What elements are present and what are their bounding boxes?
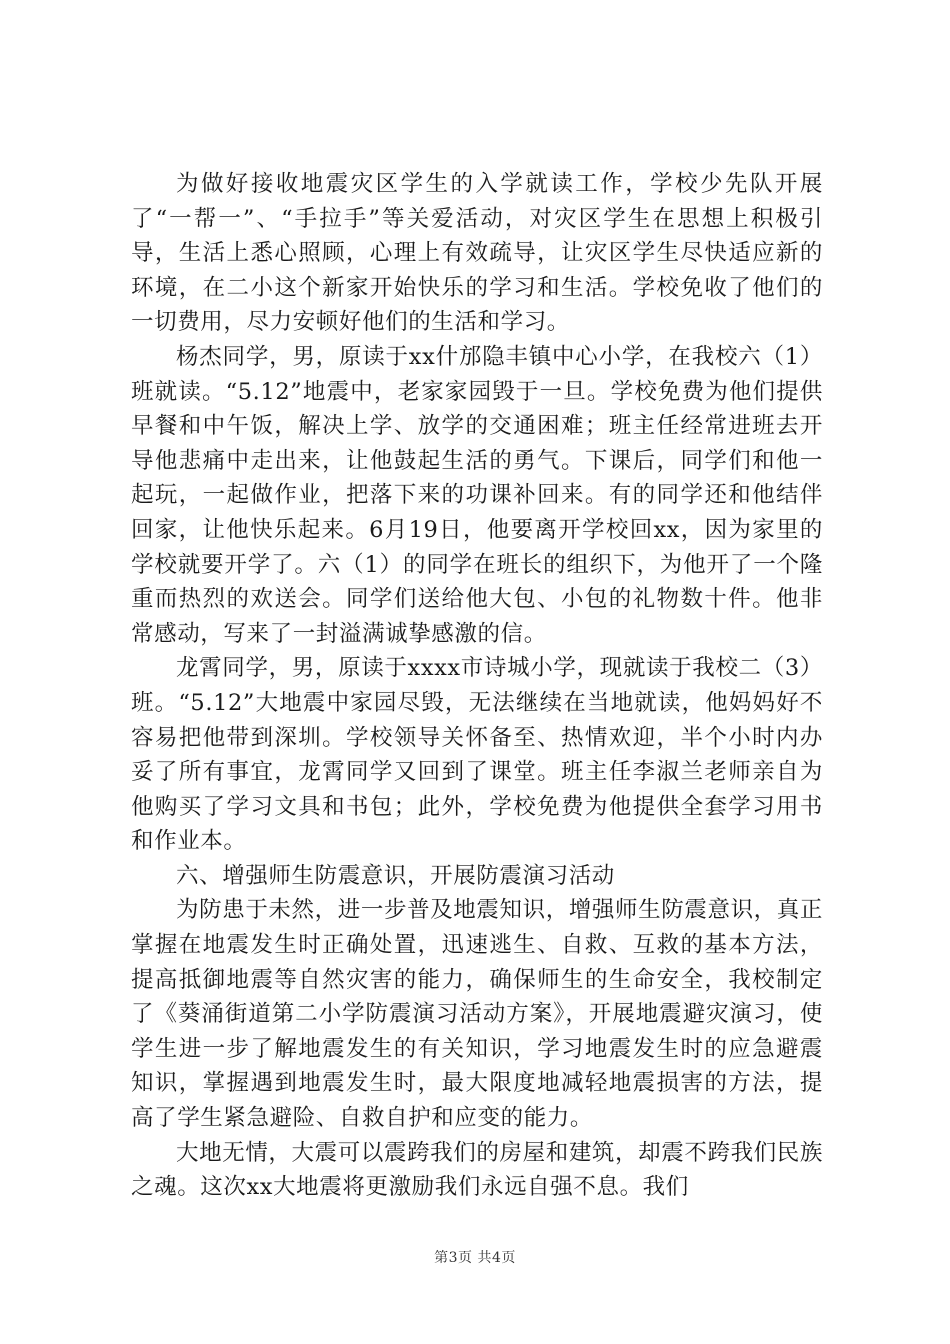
paragraph-relief-activities: 为做好接收地震灾区学生的入学就读工作，学校少先队开展了“一帮一”、“手拉手”等关爱活动，对灾区学生在思想上积极引导，生活上悉心照顾，心理上有效疏导，让灾区学生尽快适应新的环境，在二小这个新家开始快乐的学习和生活。学校免收了他们的一切费用，尽力安顿好他们的生活和学习。 [131, 171, 823, 336]
paragraph-conclusion: 大地无情，大震可以震跨我们的房屋和建筑，却震不跨我们民族之魂。这次xx大地震将更激励我们永远自强不息。我们 [131, 1139, 823, 1201]
section-heading-earthquake-drill: 六、增强师生防震意识，开展防震演习活动 [176, 862, 615, 889]
paragraph-earthquake-drill: 为防患于未然，进一步普及地震知识，增强师生防震意识，真正掌握在地震发生时正确处置，迅速逃生、自救、互救的基本方法，提高抵御地震等自然灾害的能力，确保师生的生命安全，我校制定了《葵涌街道第二小学防震演习活动方案》，开展地震避灾演习，使学生进一步了解地震发生的有关知识，学习地震发生时的应急避震知识，掌握遇到地震发生时，最大限度地减轻地震损害的方法，提高了学生紧急避险、自救自护和应变的能力。 [131, 897, 823, 1132]
body-text [131, 167, 823, 1205]
paragraph-student-long-xiao: 龙霄同学，男，原读于xxxx市诗城小学，现就读于我校二（3）班。“5.12”大地震中家园尽毁，无法继续在当地就读，他妈妈好不容易把他带到深圳。学校领导关怀备至、热情欢迎，半个小时内办妥了所有事宜，龙霄同学又回到了课堂。班主任李淑兰老师亲自为他购买了学习文具和书包；此外，学校免费为他提供全套学习用书和作业本。 [131, 655, 823, 855]
paragraph-student-yang-jie: 杨杰同学，男，原读于xx什邡隐丰镇中心小学，在我校六（1）班就读。“5.12”地震中，老家家园毁于一旦。学校免费为他们提供早餐和中午饭，解决上学、放学的交通困难；班主任经常进班去开导他悲痛中走出来，让他鼓起生活的勇气。下课后，同学们和他一起玩，一起做作业，把落下来的功课补回来。有的同学还和他结伴回家，让他快乐起来。6月19日，他要离开学校回xx，因为家里的学校就要开学了。六（1）的同学在班长的组织下，为他开了一个隆重而热烈的欢送会。同学们送给他大包、小包的礼物数十件。他非常感动，写来了一封溢满诚挚感激的信。 [131, 343, 823, 647]
page-footer: 第3页 共4页 [434, 1250, 516, 1266]
